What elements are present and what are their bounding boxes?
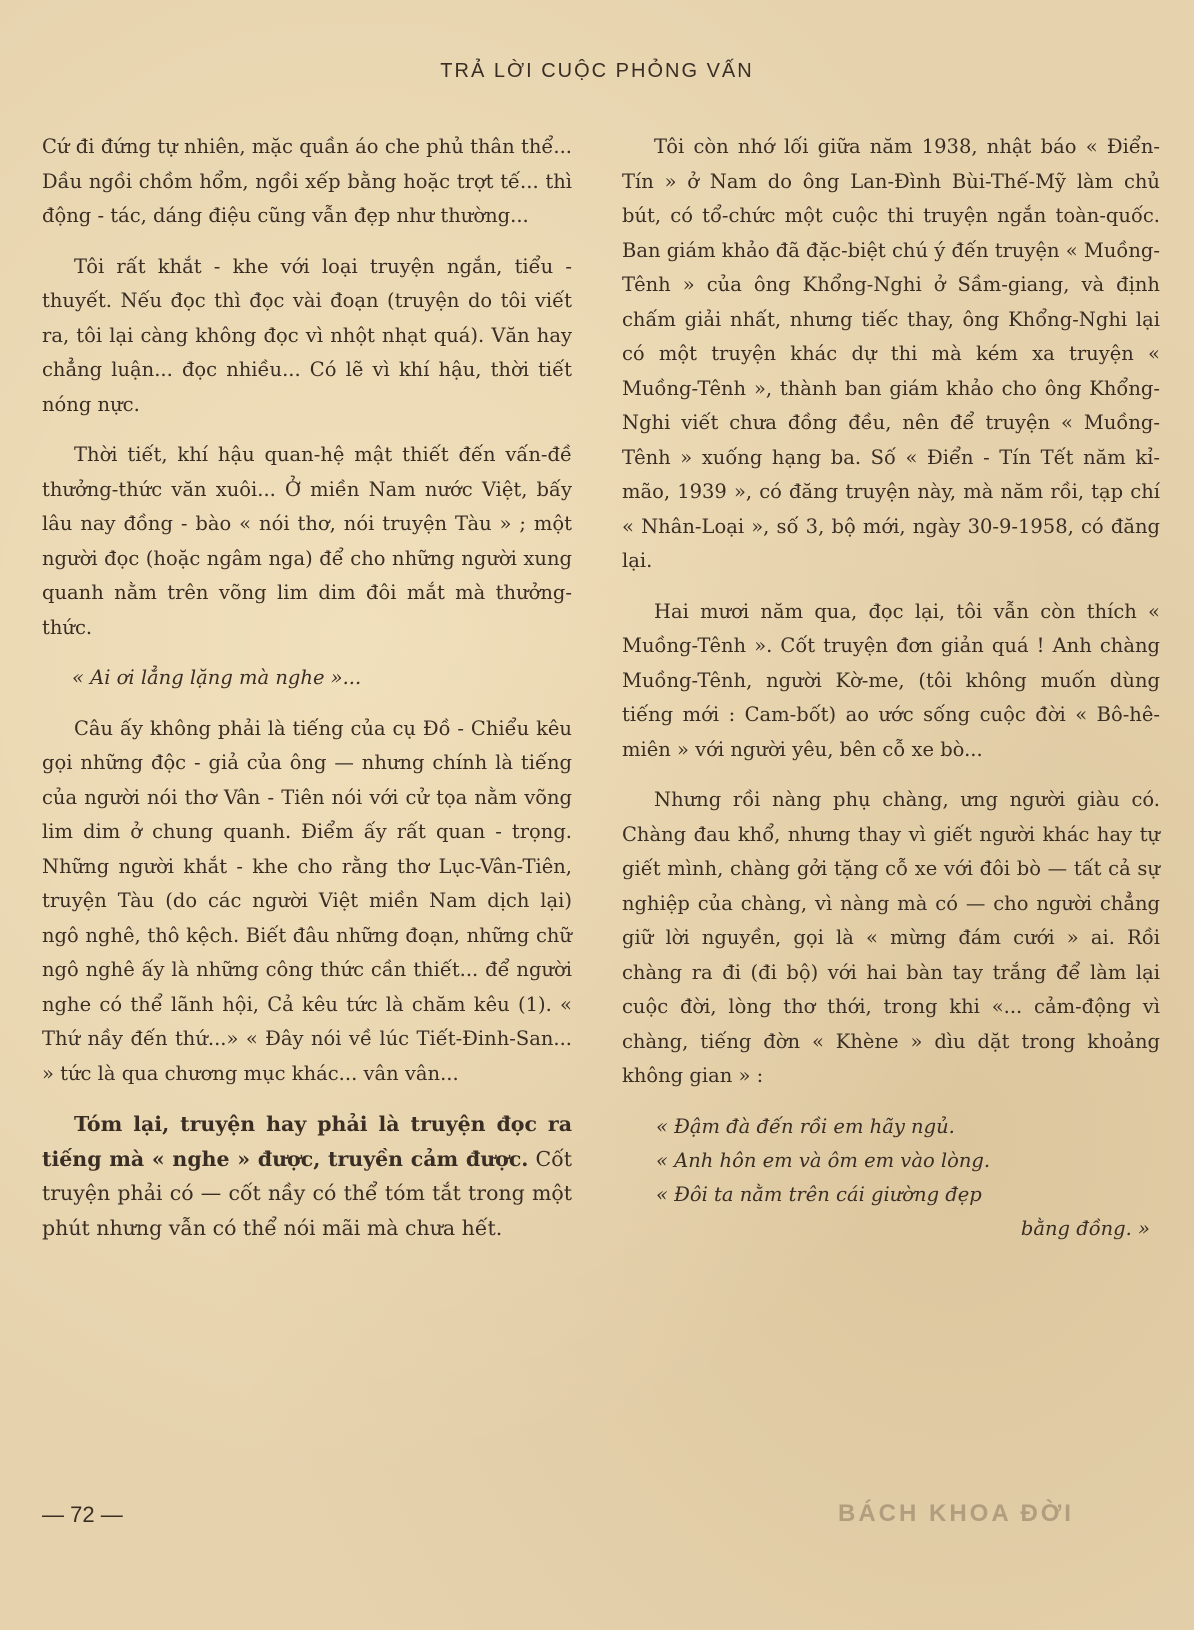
quote-line: « Ai ơi lẳng lặng mà nghe »... xyxy=(72,666,362,689)
verse-line: « Đậm đà đến rồi em hãy ngủ. xyxy=(656,1114,955,1138)
footer-title: BÁCH KHOA ĐỜI xyxy=(838,1500,1074,1527)
paragraph: Cứ đi đứng tự nhiên, mặc quần áo che phủ thân thể... Dầu ngồi chồm hổm, ngồi xếp bằng hoặc trợt tế... thì động - tác, dáng điệu cũng vẫn đẹp như thường... xyxy=(42,135,572,227)
verse-line: « Đôi ta nằm trên cái giường đẹp xyxy=(656,1182,982,1206)
paragraph: Tôi rất khắt - khe với loại truyện ngắn, tiểu - thuyết. Nếu đọc thì đọc vài đoạn (truyện do tôi viết ra, tôi lại càng không đọc vì nhột nhạt quá). Văn hay chẳng luận... đọc nhiều... Có lẽ vì khí hậu, thời tiết nóng nực. xyxy=(42,254,572,416)
running-head: TRẢ LỜI CUỘC PHỎNG VẤN xyxy=(440,60,754,82)
paragraph: Tôi còn nhớ lối giữa năm 1938, nhật báo « Điển-Tín » ở Nam do ông Lan-Đình Bùi-Thế-Mỹ làm chủ bút, có tổ-chức một cuộc thi truyện ngắn toàn-quốc. Ban giám khảo đã đặc-biệt chú ý đến truyện « Muồng-Tênh » của ông Khổng-Nghi ở Sầm-giang, và định chấm giải nhất, nhưng tiếc thay, ông Khổng-Nghi lại có một truyện khác dự thi mà kém xa truyện « Muồng-Tênh », thành ban giám khảo cho ông Khổng-Nghi viết chưa đồng đều, nên để truyện « Muồng-Tênh » xuống hạng ba. Số « Điển - Tín Tết năm kỉ-mão, 1939 », có đăng truyện này, mà năm rồi, tạp chí « Nhân-Loại », số 3, bộ mới, ngày 30-9-1958, có đăng lại. xyxy=(622,135,1160,572)
verse-line: « Anh hôn em và ôm em vào lòng. xyxy=(656,1148,991,1172)
paragraph: Nhưng rồi nàng phụ chàng, ưng người giàu có. Chàng đau khổ, nhưng thay vì giết người khác hay tự giết mình, chàng gởi tặng cỗ xe với đôi bò — tất cả sự nghiệp của chàng, vì nàng mà có — cho người chẳng giữ lời nguyền, gọi là « mừng đám cưới » ai. Rồi chàng ra đi (đi bộ) với hai bàn tay trắng để làm lại cuộc đời, lòng thơ thới, trong khi «... cảm-động vì chàng, tiếng đờn « Khène » dìu dặt trong khoảng không gian » : xyxy=(622,788,1160,1087)
paragraph: Câu ấy không phải là tiếng của cụ Đồ - Chiểu kêu gọi những độc - giả của ông — nhưng chính là tiếng của người nói thơ Vân - Tiên nói với cử tọa nằm võng lim dim ở chung quanh. Điểm ấy rất quan - trọng. Những người khắt - khe cho rằng thơ Lục-Vân-Tiên, truyện Tàu (do các người Việt miền Nam dịch lại) ngô nghê, thô kệch. Biết đâu những đoạn, những chữ ngô nghê ấy là những công thức cần thiết... để người nghe có thể lãnh hội, Cả kêu tức là chăm kêu (1). « Thứ nầy đến thứ...» « Đây nói về lúc Tiết-Đinh-San... » tức là qua chương mục khác... vân vân... xyxy=(42,716,572,1085)
paragraph: Hai mươi năm qua, đọc lại, tôi vẫn còn thích « Muồng-Tênh ». Cốt truyện đơn giản quá ! Anh chàng Muồng-Tênh, người Kờ-me, (tôi không muốn dùng tiếng mới : Cam-bốt) ao ước sống cuộc đời « Bô-hê-miên » với người yêu, bên cỗ xe bò... xyxy=(622,599,1160,761)
paragraph-summary xyxy=(42,1107,572,1245)
paragraph: Thời tiết, khí hậu quan-hệ mật thiết đến vấn-đề thưởng-thức văn xuôi... Ở miền Nam nước Việt, bấy lâu nay đồng - bào « nói thơ, nói truyện Tàu » ; một người đọc (hoặc ngâm nga) để cho những người xung quanh nằm trên võng lim dim đôi mắt mà thưởng-thức. xyxy=(42,443,572,639)
summary-rest: Cốt truyện phải có — cốt nầy có thể tóm tắt trong một phút nhưng vẫn có thể nói mãi mà chưa hết. xyxy=(42,1146,572,1240)
left-column xyxy=(42,130,572,1261)
page-number: — 72 — xyxy=(42,1502,123,1527)
summary-emphasis: Tóm lại, truyện hay phải là truyện đọc ra tiếng mà « nghe » được, truyền cảm được. xyxy=(42,1112,572,1171)
right-column xyxy=(622,130,1160,1246)
verse-line: bằng đồng. » xyxy=(1020,1216,1150,1240)
verse-block xyxy=(622,1110,1160,1246)
